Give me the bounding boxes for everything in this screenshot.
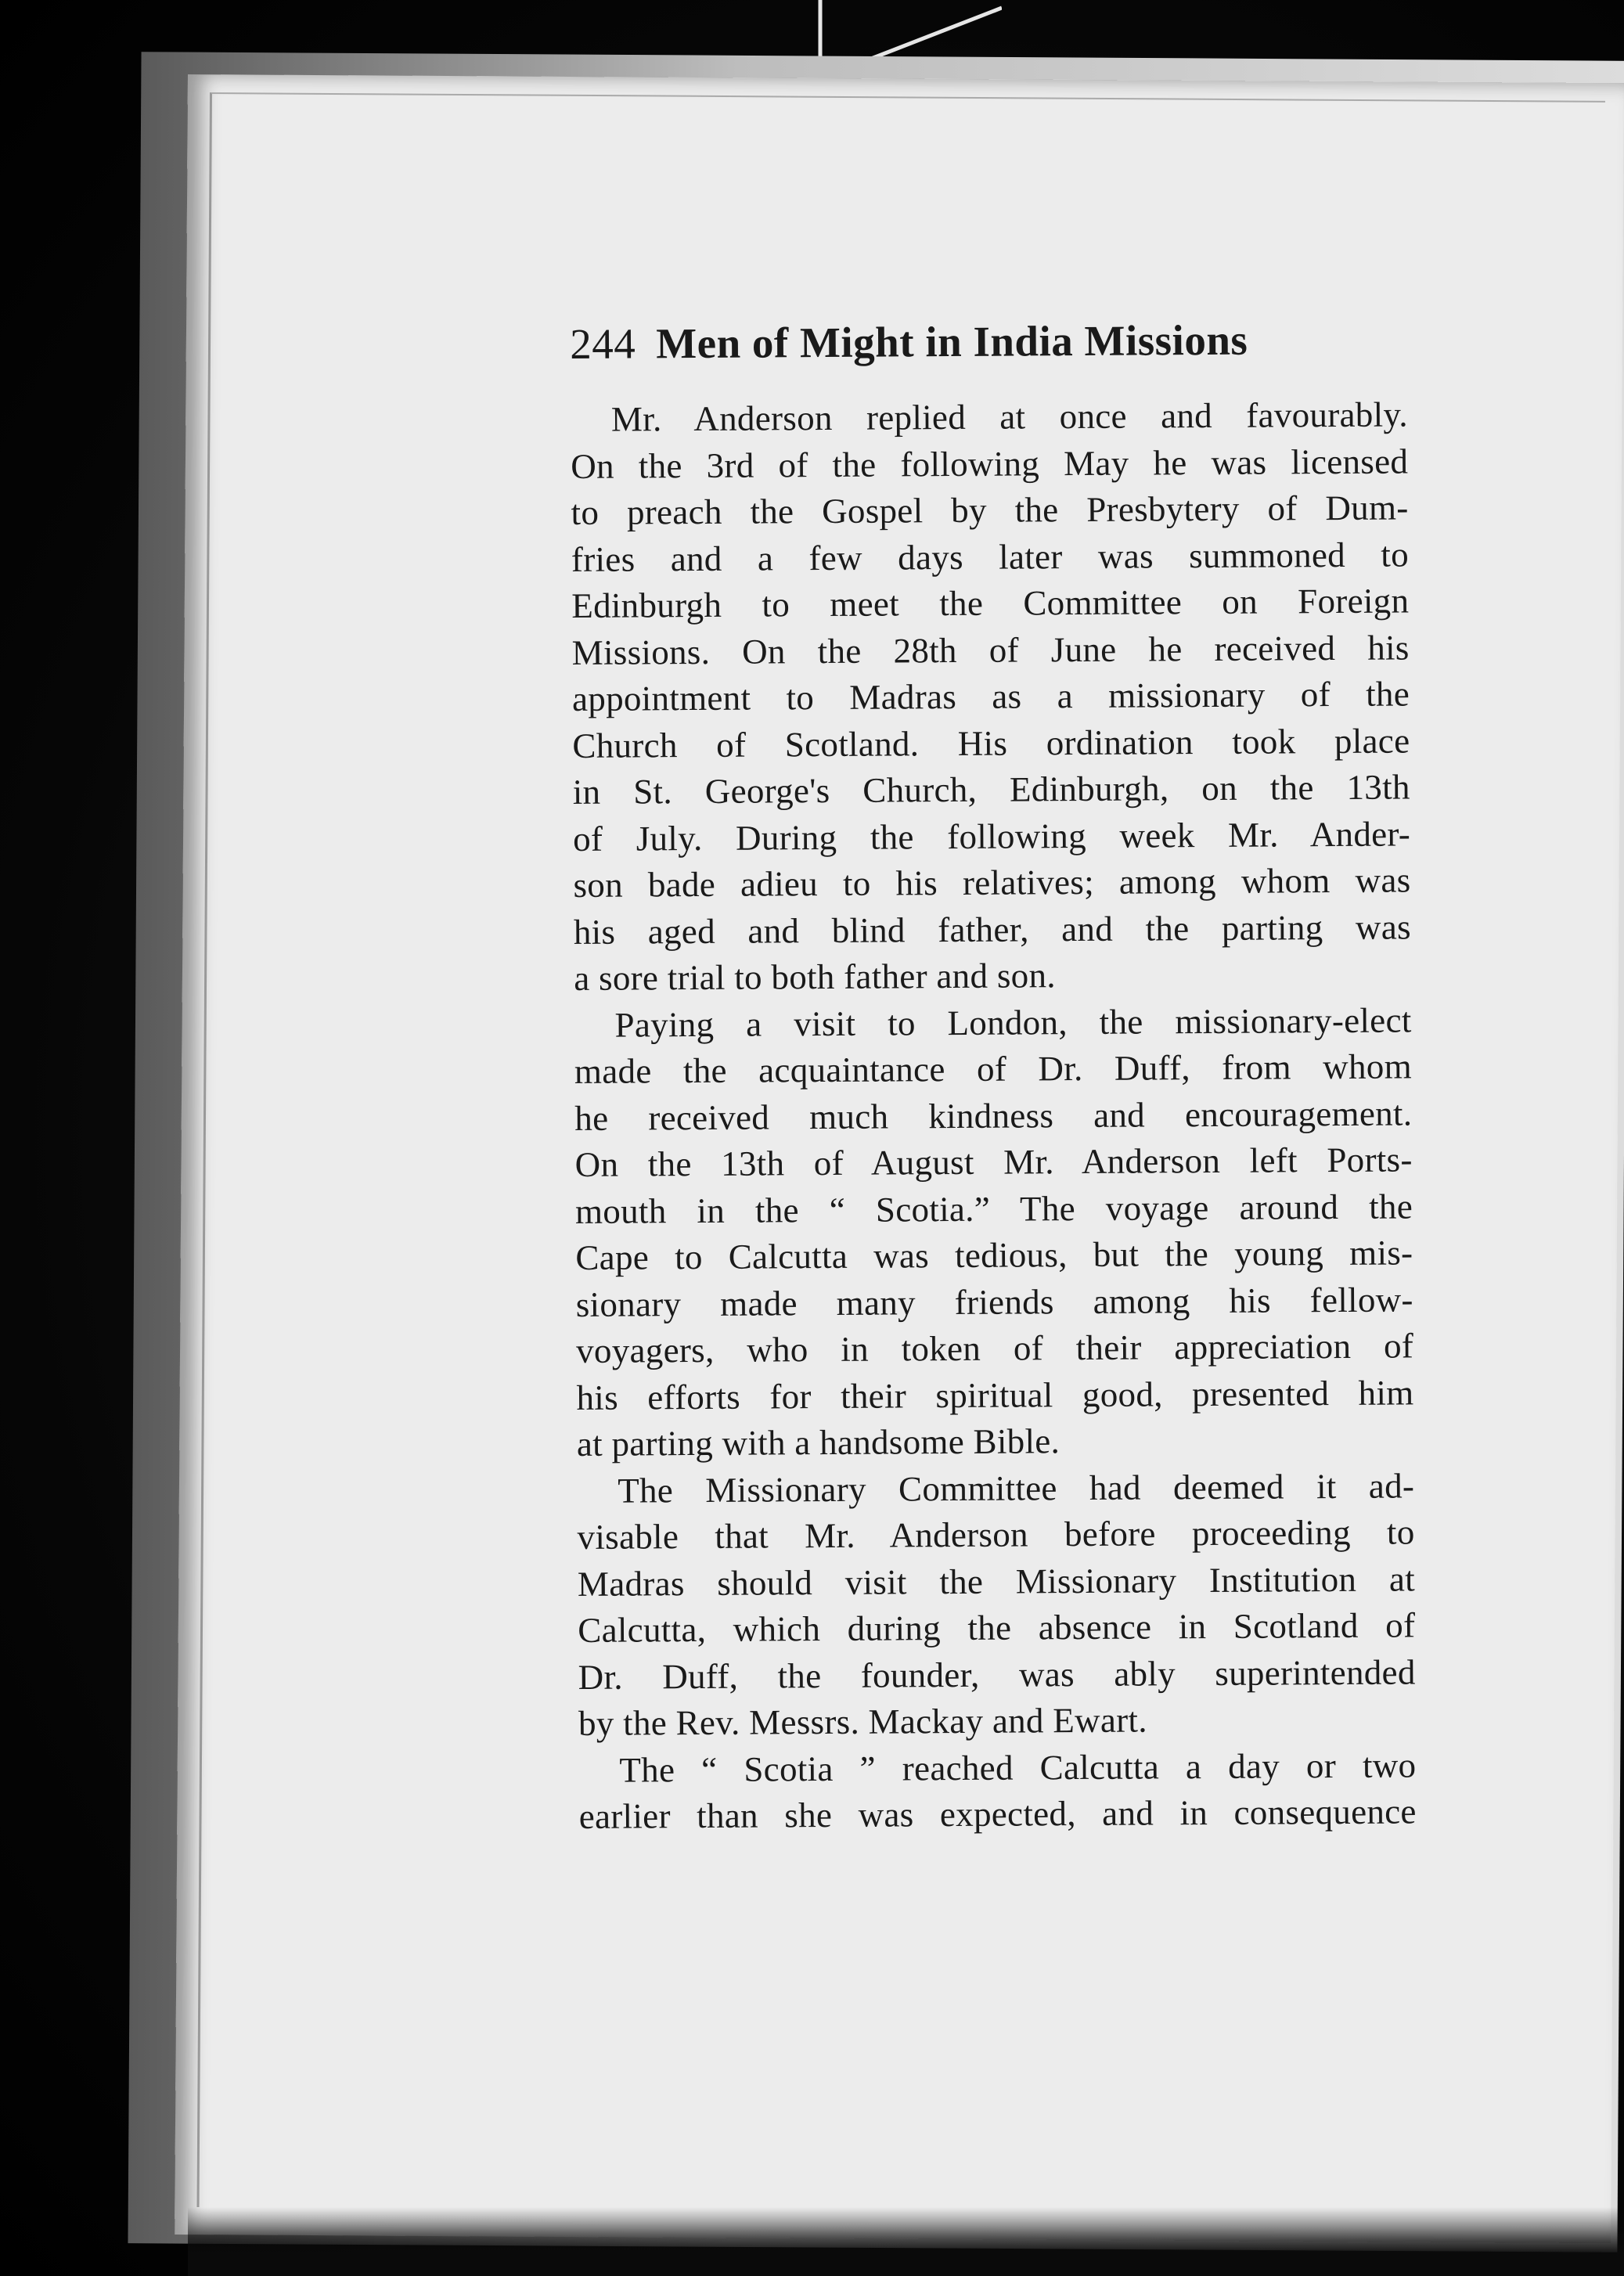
- text-line: The “ Scotia ” reached Calcutta a day or two: [619, 1745, 1417, 1790]
- text-line: sionary made many friends among his fellow-: [575, 1279, 1413, 1324]
- text-line: to preach the Gospel by the Presbytery of Dum-: [571, 488, 1409, 532]
- paragraph: [577, 1463, 1416, 1748]
- running-title: Men of Might in India Missions: [656, 315, 1248, 368]
- text-line: a sore trial to both father and son.: [574, 956, 1056, 998]
- text-line: appointment to Madras as a missionary of the: [571, 674, 1410, 718]
- text-line: mouth in the “ Scotia.” The voyage around the: [574, 1186, 1413, 1231]
- text-line: The Missionary Committee had deemed it ad-: [618, 1465, 1415, 1511]
- text-line: On the 13th of August Mr. Anderson left Ports-: [574, 1140, 1413, 1184]
- text-line: Missions. On the 28th of June he received his: [571, 627, 1410, 672]
- text-line: visable that Mr. Anderson before proceeding to: [577, 1512, 1415, 1557]
- text-line: Calcutta, which during the absence in Scotland of: [578, 1605, 1416, 1650]
- page-number: 244: [570, 319, 636, 368]
- text-line: Dr. Duff, the founder, was ably superintended: [578, 1651, 1416, 1697]
- text-line: his aged and blind father, and the parting was: [573, 906, 1411, 952]
- text-line: Madras should visit the Missionary Institution at: [577, 1558, 1416, 1604]
- text-line: he received much kindness and encouragement.: [574, 1093, 1413, 1138]
- text-line: in St. George's Church, Edinburgh, on the 13th: [572, 767, 1410, 812]
- text-line: son bade adieu to his relatives; among whom was: [573, 860, 1411, 905]
- text-line: at parting with a handsome Bible.: [576, 1421, 1060, 1464]
- text-line: Church of Scotland. His ordination took place: [572, 720, 1410, 765]
- paragraph: [571, 391, 1412, 1002]
- paragraph: [578, 1742, 1417, 1841]
- text-line: his efforts for their spiritual good, presented him: [576, 1372, 1414, 1417]
- text-line: Edinburgh to meet the Committee on Foreign: [571, 581, 1410, 625]
- text-line: by the Rev. Messrs. Mackay and Ewart.: [578, 1700, 1147, 1743]
- text-line: Cape to Calcutta was tedious, but the young mis-: [575, 1233, 1413, 1277]
- text-line: made the acquaintance of Dr. Duff, from whom: [574, 1046, 1413, 1091]
- text-line: fries and a few days later was summoned to: [571, 534, 1410, 579]
- text-line: On the 3rd of the following May he was licensed: [571, 441, 1409, 486]
- bottom-scan-shadow: [188, 2207, 1624, 2276]
- text-line: Mr. Anderson replied at once and favourably.: [610, 394, 1408, 439]
- text-line: voyagers, who in token of their appreciation of: [575, 1326, 1414, 1370]
- page-text: [570, 304, 1417, 1840]
- text-line: earlier than she was expected, and in consequence: [578, 1792, 1417, 1836]
- paragraph: [574, 997, 1414, 1468]
- running-head: [570, 304, 1408, 380]
- text-line: Paying a visit to London, the missionary-elect: [614, 999, 1412, 1045]
- text-line: of July. During the following week Mr. Ander-: [572, 813, 1411, 859]
